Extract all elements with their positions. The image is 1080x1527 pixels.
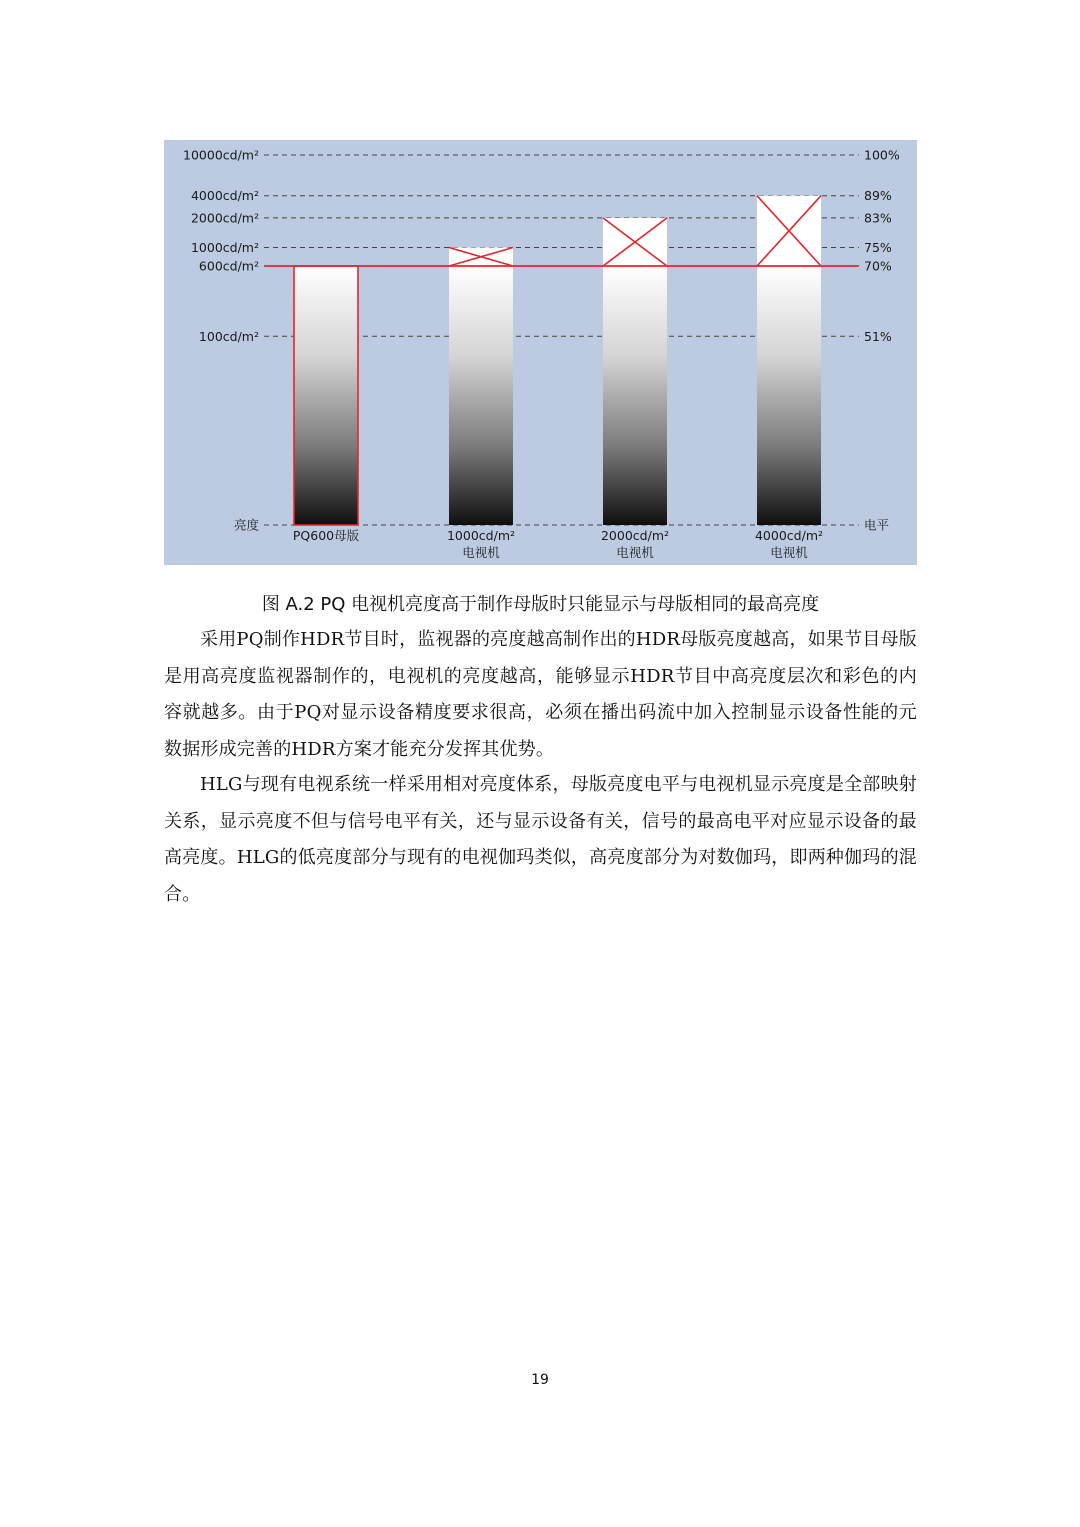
left-axis-label: 1000cd/m² xyxy=(190,240,259,255)
bar xyxy=(294,266,358,525)
bar xyxy=(449,266,513,525)
bar-label: 1000cd/m² xyxy=(446,528,516,543)
left-axis-label: 亮度 xyxy=(233,517,259,533)
right-axis-label: 89% xyxy=(864,188,892,204)
chart-canvas xyxy=(164,140,917,565)
right-axis-label: 70% xyxy=(864,258,892,274)
bar-label-sub: 电视机 xyxy=(462,545,500,560)
right-axis-label: 100% xyxy=(864,147,900,163)
bar-label: PQ600母版 xyxy=(292,528,360,543)
bar-label-sub: 电视机 xyxy=(770,545,808,560)
paragraph-hlg: HLG与现有电视系统一样采用相对亮度体系，母版亮度电平与电视机显示亮度是全部映射关系，显示亮度不但与信号电平有关，还与显示设备有关，信号的最高电平对应显示设备的最高亮度。HLG的低亮度部分与现有的电视伽玛类似，高亮度部分为对数伽玛，即两种伽玛的混合。 xyxy=(164,774,917,905)
bar-label: 4000cd/m² xyxy=(754,528,824,543)
left-axis-label: 100cd/m² xyxy=(198,328,259,344)
left-axis-label: 600cd/m² xyxy=(198,258,259,274)
page-number: 19 xyxy=(531,1372,549,1388)
bar xyxy=(603,266,667,525)
bar-label: 2000cd/m² xyxy=(600,528,670,543)
bar xyxy=(757,266,821,525)
left-axis-label: 4000cd/m² xyxy=(190,188,259,204)
right-axis-label: 51% xyxy=(864,328,892,344)
right-axis-label: 电平 xyxy=(864,517,890,533)
bar-label-sub: 电视机 xyxy=(616,545,654,560)
left-axis-label: 10000cd/m² xyxy=(183,147,259,163)
right-axis-label: 83% xyxy=(864,210,892,226)
paragraph-pq: 采用PQ制作HDR节目时，监视器的亮度越高制作出的HDR母版亮度越高，如果节目母版是用高亮度监视器制作的，电视机的亮度越高，能够显示HDR节目中高亮度层次和彩色的内容就越多。由于PQ对显示设备精度要求很高，必须在播出码流中加入控制显示设备性能的元数据形成完善的HDR方案才能充分发挥其优势。 xyxy=(164,629,917,760)
figure-caption: 图 A.2 PQ 电视机亮度高于制作母版时只能显示与母版相同的最高亮度 xyxy=(261,594,820,615)
left-axis-label: 2000cd/m² xyxy=(190,210,259,226)
hdr-brightness-figure xyxy=(164,140,917,565)
right-axis-label: 75% xyxy=(864,240,892,255)
